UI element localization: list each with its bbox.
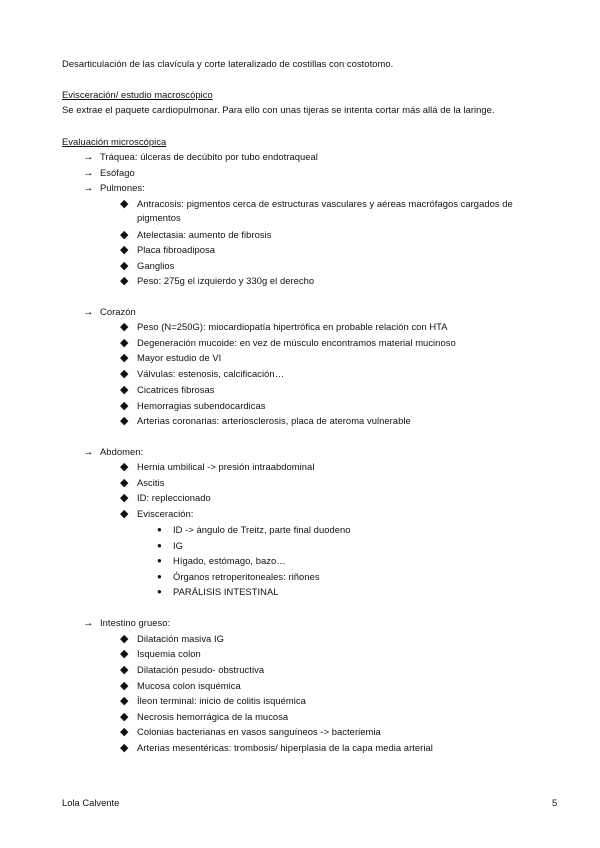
intestino-item: Arterias mesentéricas: trombosis/ hiperplasia de la capa media arterial (137, 742, 433, 753)
diamond-bullet-icon: ◆ (120, 680, 129, 692)
diamond-bullet-icon: ◆ (120, 492, 129, 504)
pulmones-item-continuation: pigmentos (137, 212, 181, 223)
diamond-bullet-icon: ◆ (120, 368, 129, 380)
arrow-icon: → (83, 446, 94, 458)
corazon-item: Mayor estudio de VI (137, 352, 222, 363)
diamond-bullet-icon: ◆ (120, 352, 129, 364)
arrow-icon: → (83, 151, 94, 163)
pulmones-item: Peso: 275g el izquierdo y 330g el derecho (137, 275, 315, 286)
arrow-icon: → (83, 617, 94, 629)
diamond-bullet-icon: ◆ (120, 664, 129, 676)
corazon-item: Degeneración mucoide: en vez de músculo encontramos material mucinoso (137, 337, 456, 348)
diamond-bullet-icon: ◆ (120, 508, 129, 520)
esofago-item: Esófago (100, 167, 135, 178)
corazon-item: Cicatrices fibrosas (137, 384, 215, 395)
diamond-bullet-icon: ◆ (120, 321, 129, 333)
diamond-bullet-icon: ◆ (120, 726, 129, 738)
diamond-bullet-icon: ◆ (120, 229, 129, 241)
abdomen-item: Evisceración: (137, 508, 194, 519)
intestino-item: Mucosa colon isquémica (137, 680, 241, 691)
diamond-bullet-icon: ◆ (120, 648, 129, 660)
arrow-icon: → (83, 167, 94, 179)
intestino-item: Colonias bacterianas en vasos sanguíneos -> bacteriemia (137, 726, 381, 737)
evisceracion-subitem: Hígado, estómago, bazo… (173, 555, 286, 566)
abdomen-item: ID: repleccionado (137, 492, 211, 503)
intestino-label: Intestino grueso: (100, 617, 171, 628)
corazon-label: Corazón (100, 306, 136, 317)
pulmones-item: Atelectasia: aumento de fibrosis (137, 229, 272, 240)
arrow-icon: → (83, 306, 94, 318)
evisceracion-subitem: Órganos retroperitoneales: riñones (173, 571, 320, 582)
intestino-item: Necrosis hemorrágica de la mucosa (137, 711, 289, 722)
diamond-bullet-icon: ◆ (120, 400, 129, 412)
intro-text: Desarticulación de las clavícula y corte lateralizado de costillas con costotomo. (62, 58, 394, 69)
dot-bullet-icon: ● (157, 541, 162, 550)
evisceracion-text: Se extrae el paquete cardiopulmonar. Para ello con unas tijeras se intenta cortar más allá de la laringe. (62, 104, 495, 115)
abdomen-item: Ascitis (137, 477, 165, 488)
abdomen-label: Abdomen: (100, 446, 144, 457)
dot-bullet-icon: ● (157, 572, 162, 581)
pulmones-item: Ganglios (137, 260, 175, 271)
page-number: 5 (552, 797, 558, 808)
diamond-bullet-icon: ◆ (120, 633, 129, 645)
dot-bullet-icon: ● (157, 525, 162, 534)
diamond-bullet-icon: ◆ (120, 477, 129, 489)
evisceracion-subitem: ID -> ángulo de Treitz, parte final duodeno (173, 524, 351, 535)
diamond-bullet-icon: ◆ (120, 461, 129, 473)
evisceracion-subitem: IG (173, 540, 183, 551)
intestino-item: Íleon terminal: inicio de colitis isquémica (137, 695, 306, 706)
diamond-bullet-icon: ◆ (120, 384, 129, 396)
diamond-bullet-icon: ◆ (120, 198, 129, 210)
pulmones-item: Antracosis: pigmentos cerca de estructuras vasculares y aéreas macrófagos cargados de (137, 198, 513, 209)
corazon-item: Peso (N=250G): miocardiopatía hipertrófica en probable relación con HTA (137, 321, 448, 332)
diamond-bullet-icon: ◆ (120, 244, 129, 256)
diamond-bullet-icon: ◆ (120, 415, 129, 427)
diamond-bullet-icon: ◆ (120, 337, 129, 349)
dot-bullet-icon: ● (157, 556, 162, 565)
diamond-bullet-icon: ◆ (120, 711, 129, 723)
intestino-item: Dilatación pesudo- obstructiva (137, 664, 265, 675)
micro-heading: Evaluación microscópica (62, 136, 167, 147)
intestino-item: Isquemia colon (137, 648, 201, 659)
abdomen-item: Hernia umbilical -> presión intraabdominal (137, 461, 315, 472)
diamond-bullet-icon: ◆ (120, 695, 129, 707)
arrow-icon: → (83, 182, 94, 194)
evisceracion-heading: Evisceración/ estudio macroscópico (62, 89, 213, 100)
pulmones-label: Pulmones: (100, 182, 145, 193)
traquea-item: Tráquea: úlceras de decúbito por tubo endotraqueal (100, 151, 318, 162)
dot-bullet-icon: ● (157, 587, 162, 596)
diamond-bullet-icon: ◆ (120, 260, 129, 272)
corazon-item: Arterias coronarias: arteriosclerosis, placa de ateroma vulnerable (137, 415, 411, 426)
pulmones-item: Placa fibroadiposa (137, 244, 216, 255)
diamond-bullet-icon: ◆ (120, 275, 129, 287)
diamond-bullet-icon: ◆ (120, 742, 129, 754)
footer-author: Lola Calvente (62, 797, 120, 808)
corazon-item: Válvulas: estenosis, calcificación… (137, 368, 285, 379)
intestino-item: Dilatación masiva IG (137, 633, 224, 644)
corazon-item: Hemorragias subendocardicas (137, 400, 266, 411)
evisceracion-subitem: PARÁLISIS INTESTINAL (173, 586, 279, 597)
